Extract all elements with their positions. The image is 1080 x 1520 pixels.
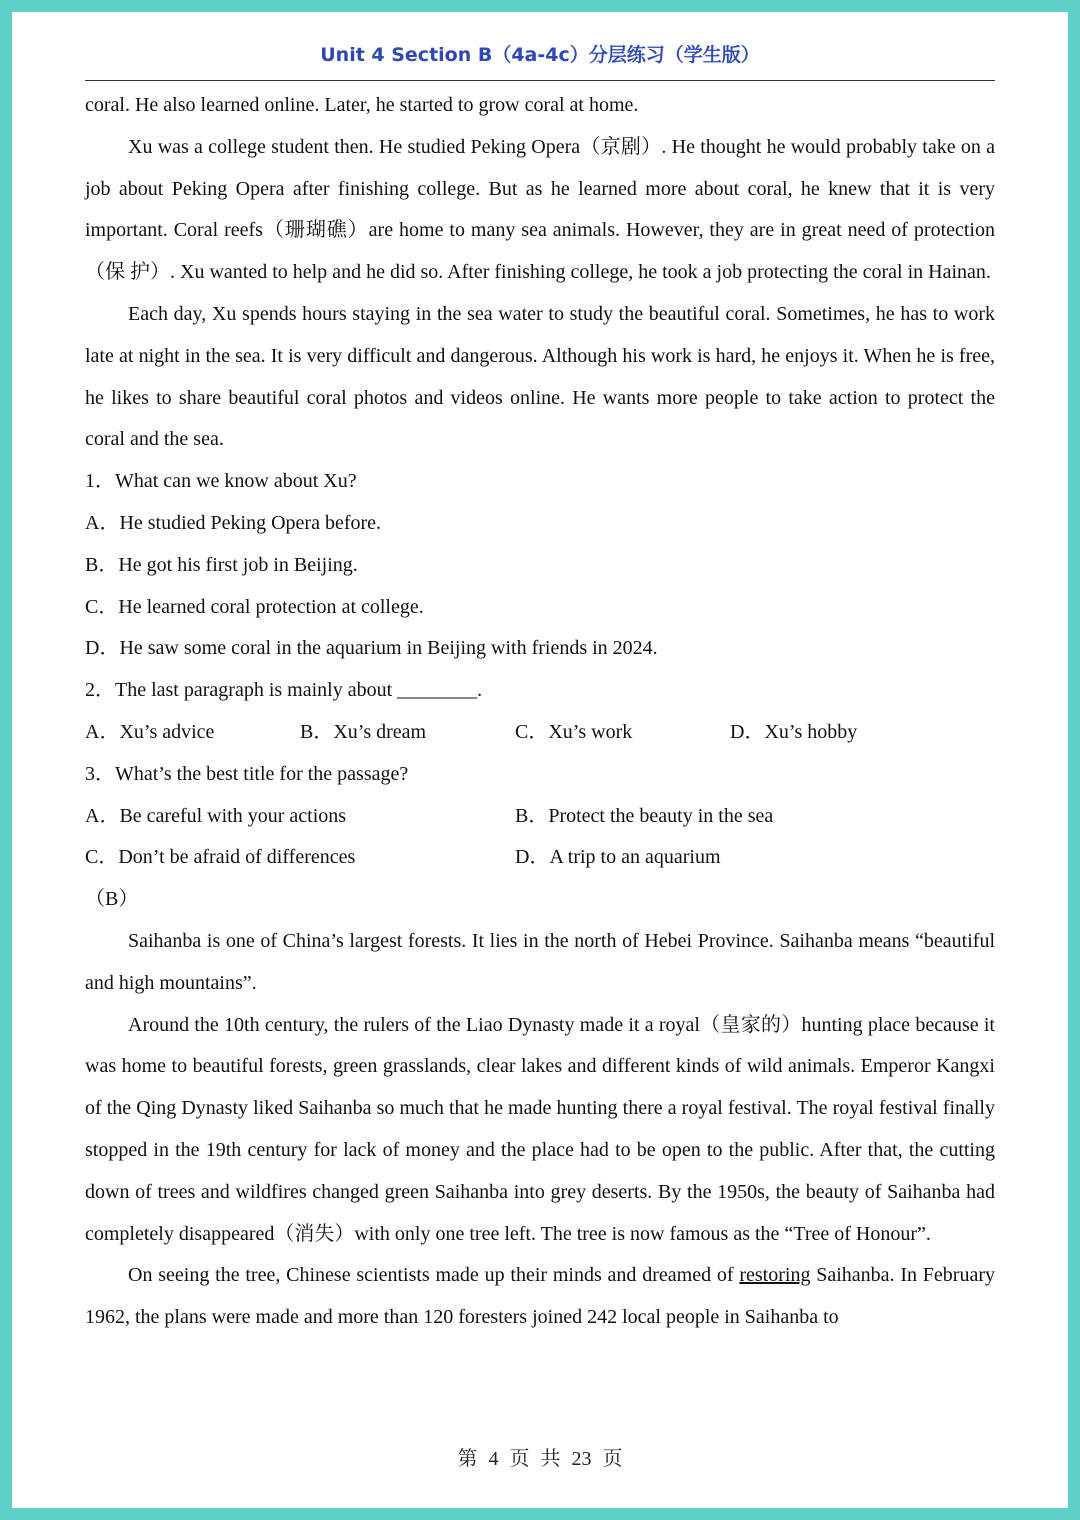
underlined-word: restoring [739, 1264, 811, 1287]
question-2-option-a: A．Xu’s advice [85, 720, 215, 743]
passage-b-paragraph-3-after: Saihanba. In February 1962, the plans were made and more than 120 foresters joined 242 local people in Saihanba to [85, 1264, 996, 1329]
document-page [12, 12, 1068, 1508]
question-3-options-row-2 [85, 837, 995, 879]
question-2-option-b: B．Xu’s dream [300, 720, 427, 743]
passage-b-label: （B） [85, 888, 139, 911]
question-3-option-a: A．Be careful with your actions [85, 804, 347, 827]
header-divider [85, 80, 995, 81]
question-1-stem: 1．What can we know about Xu? [85, 470, 357, 493]
question-3-stem: 3．What’s the best title for the passage? [85, 762, 409, 785]
question-3-option-d: D．A trip to an aquarium [515, 846, 721, 869]
passage-b-paragraph-2: Around the 10th century, the rulers of the Liao Dynasty made it a royal（皇家的）hunting place because it was home to beautiful forests, green grasslands, clear lakes and different kinds of wild animals. Emperor Kangxi of the Qing Dynasty liked Saihanba so much that he made hunting there a royal festival. The royal festival finally stopped in the 19th century for lack of money and the place had to be open to the public. After that, the cutting down of trees and wildfires changed green Saihanba into grey deserts. By the 1950s, the beauty of Saihanba had completely disappeared（消失）with only one tree left. The tree is now famous as the “Tree of Honour”. [85, 1013, 995, 1245]
passage-b-paragraph-3-before: On seeing the tree, Chinese scientists made up their minds and dreamed of [128, 1264, 740, 1287]
question-1-option-a: A．He studied Peking Opera before. [85, 511, 382, 534]
page-content [85, 85, 995, 1339]
question-2-option-c: C．Xu’s work [515, 720, 633, 743]
question-3-options-row-1 [85, 796, 995, 838]
question-3-option-c: C．Don’t be afraid of differences [85, 846, 356, 869]
question-1-option-c: C．He learned coral protection at college. [85, 595, 424, 618]
question-2-options [85, 712, 995, 754]
question-3-option-b: B．Protect the beauty in the sea [515, 804, 774, 827]
passage-b-paragraph-1: Saihanba is one of China’s largest forests. It lies in the north of Hebei Province. Saihanba means “beautiful and high mountains”. [85, 929, 995, 994]
question-2-stem: 2．The last paragraph is mainly about ________. [85, 679, 483, 702]
passage-a-paragraph-2: Each day, Xu spends hours staying in the sea water to study the beautiful coral. Sometimes, he has to work late at night in the sea. It is very difficult and dangerous. Although his work is hard, he enjoys it. When he is free, he likes to share beautiful coral photos and videos online. He wants more people to take action to protect the coral and the sea. [85, 302, 995, 451]
passage-a-paragraph-1: Xu was a college student then. He studied Peking Opera（京剧）. He thought he would probably take on a job about Peking Opera after finishing college. But as he learned more about coral, he knew that it is very important. Coral reefs（珊瑚礁）are home to many sea animals. However, they are in great need of protection（保 护）. Xu wanted to help and he did so. After finishing college, he took a job protecting the coral in Hainan. [85, 135, 995, 284]
page-number: 第 4 页 共 23 页 [457, 1448, 623, 1470]
passage-a-paragraph-0: coral. He also learned online. Later, he started to grow coral at home. [85, 94, 639, 116]
page-header-title: Unit 4 Section B（4a-4c）分层练习（学生版） [320, 44, 760, 66]
passage-b-paragraph-3 [85, 1255, 995, 1339]
question-1-option-b: B．He got his first job in Beijing. [85, 553, 358, 576]
question-2-option-d: D．Xu’s hobby [730, 720, 858, 743]
question-1-option-d: D．He saw some coral in the aquarium in Beijing with friends in 2024. [85, 637, 658, 660]
